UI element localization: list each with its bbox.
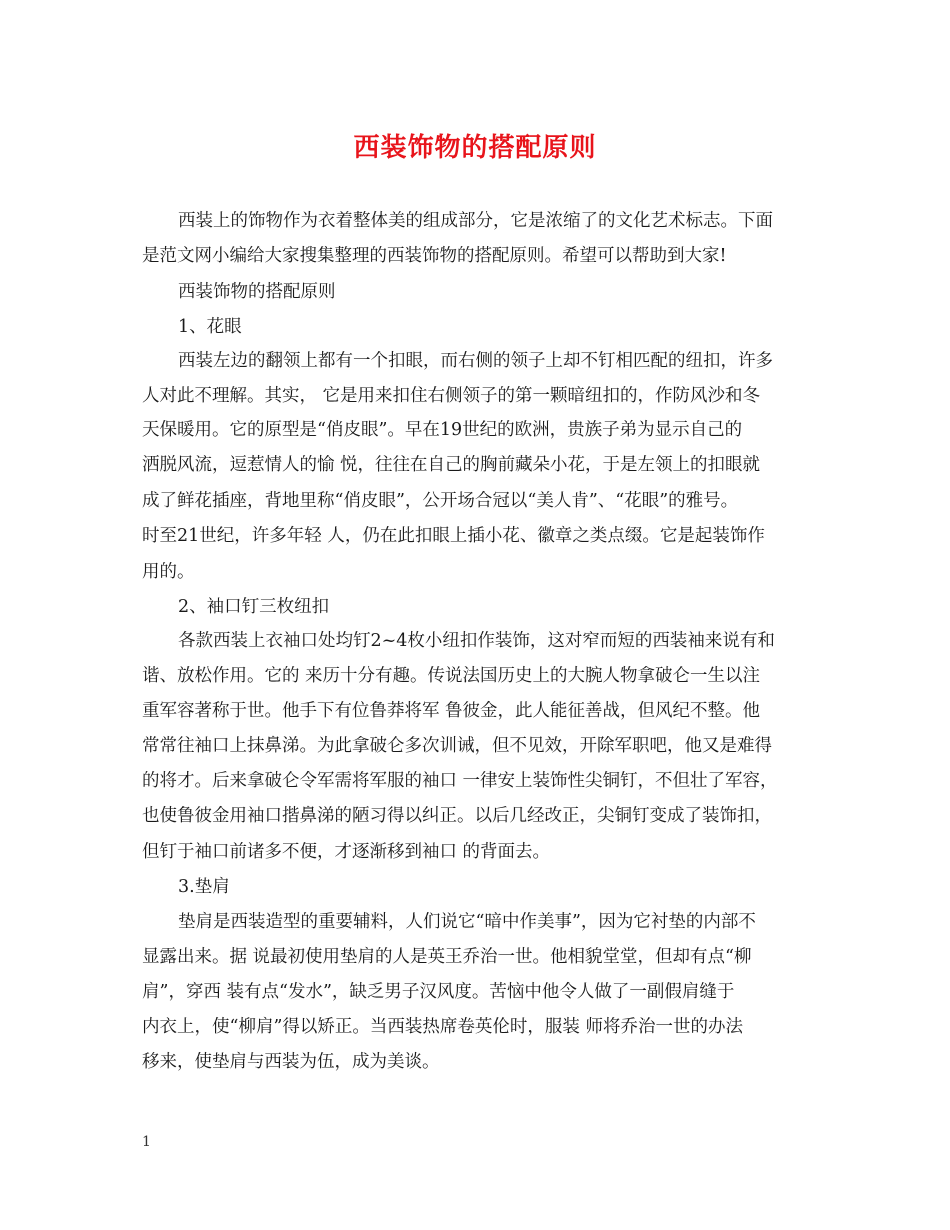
paragraph-line: 时至21世纪，许多年轻 人，仍在此扣眼上插小花、徽章之类点缀。它是起装饰作 [142, 526, 765, 546]
paragraph-line: 洒脱风流，逗惹情人的愉 悦，往往在自己的胸前藏朵小花，于是左领上的扣眼就 [142, 455, 761, 475]
section-heading: 1、花眼 [178, 317, 242, 337]
paragraph-line: 但钉于袖口前诸多不便，才逐渐移到袖口 的背面去。 [142, 842, 551, 862]
paragraph-line: 的将才。后来拿破仑令军需将军服的袖口 一律安上装饰性尖铜钉，不但壮了军容， [142, 771, 778, 791]
paragraph-line: 西装左边的翻领上都有一个扣眼，而右侧的领子上却不钉相匹配的纽扣，许多 [178, 351, 773, 371]
section-heading: 2、袖口钉三枚纽扣 [178, 597, 330, 617]
paragraph-line: 常常往袖口上抹鼻涕。为此拿破仑多次训诫，但不见效，开除军职吧，他又是难得 [142, 736, 772, 756]
paragraph-line: 肩”，穿西 装有点“发水”，缺乏男子汉风度。苦恼中他令人做了一副假肩缝于 [142, 982, 735, 1002]
page-title: 西装饰物的搭配原则 [353, 133, 597, 163]
page-number: 1 [142, 1134, 151, 1150]
paragraph-line: 西装上的饰物作为衣着整体美的组成部分，它是浓缩了的文化艺术标志。下面 [178, 211, 773, 231]
paragraph-line: 谐、放松作用。它的 来历十分有趣。传说法国历史上的大腕人物拿破仑一生以注 [142, 666, 761, 686]
paragraph-line: 垫肩是西装造型的重要辅料，人们说它“暗中作美事”，因为它衬垫的内部不 [178, 912, 756, 932]
paragraph-line: 天保暖用。它的原型是“俏皮眼”。早在19世纪的欧洲，贵族子弟为显示自己的 [142, 420, 743, 440]
paragraph-line: 重军容著称于世。他手下有位鲁莽将军 鲁彼金，此人能征善战，但风纪不整。他 [142, 701, 761, 721]
paragraph-line: 成了鲜花插座，背地里称“俏皮眼”，公开场合冠以“美人肯”、“花眼”的雅号。 [142, 491, 739, 511]
paragraph-line: 也使鲁彼金用袖口揩鼻涕的陋习得以纠正。以后几经改正，尖铜钉变成了装饰扣， [142, 806, 772, 826]
paragraph-line: 是范文网小编给大家搜集整理的西装饰物的搭配原则。希望可以帮助到大家! [142, 246, 727, 266]
paragraph-line: 人对此不理解。其实， 它是用来扣住右侧领子的第一颗暗纽扣的，作防风沙和冬 [142, 386, 761, 406]
section-heading: 3.垫肩 [178, 877, 230, 897]
paragraph-line: 各款西装上衣袖口处均钉2~4枚小纽扣作装饰，这对窄而短的西装袖来说有和 [178, 631, 775, 651]
paragraph-line: 内衣上，使“柳肩”得以矫正。当西装热席卷英伦时，服装 师将乔治一世的办法 [142, 1017, 743, 1037]
paragraph-line: 移来，使垫肩与西装为伍，成为美谈。 [142, 1052, 440, 1072]
paragraph-line: 显露出来。据 说最初使用垫肩的人是英王乔治一世。他相貌堂堂，但却有点“柳 [142, 947, 752, 967]
section-heading: 西装饰物的搭配原则 [178, 282, 336, 302]
paragraph-line: 用的。 [142, 562, 195, 582]
